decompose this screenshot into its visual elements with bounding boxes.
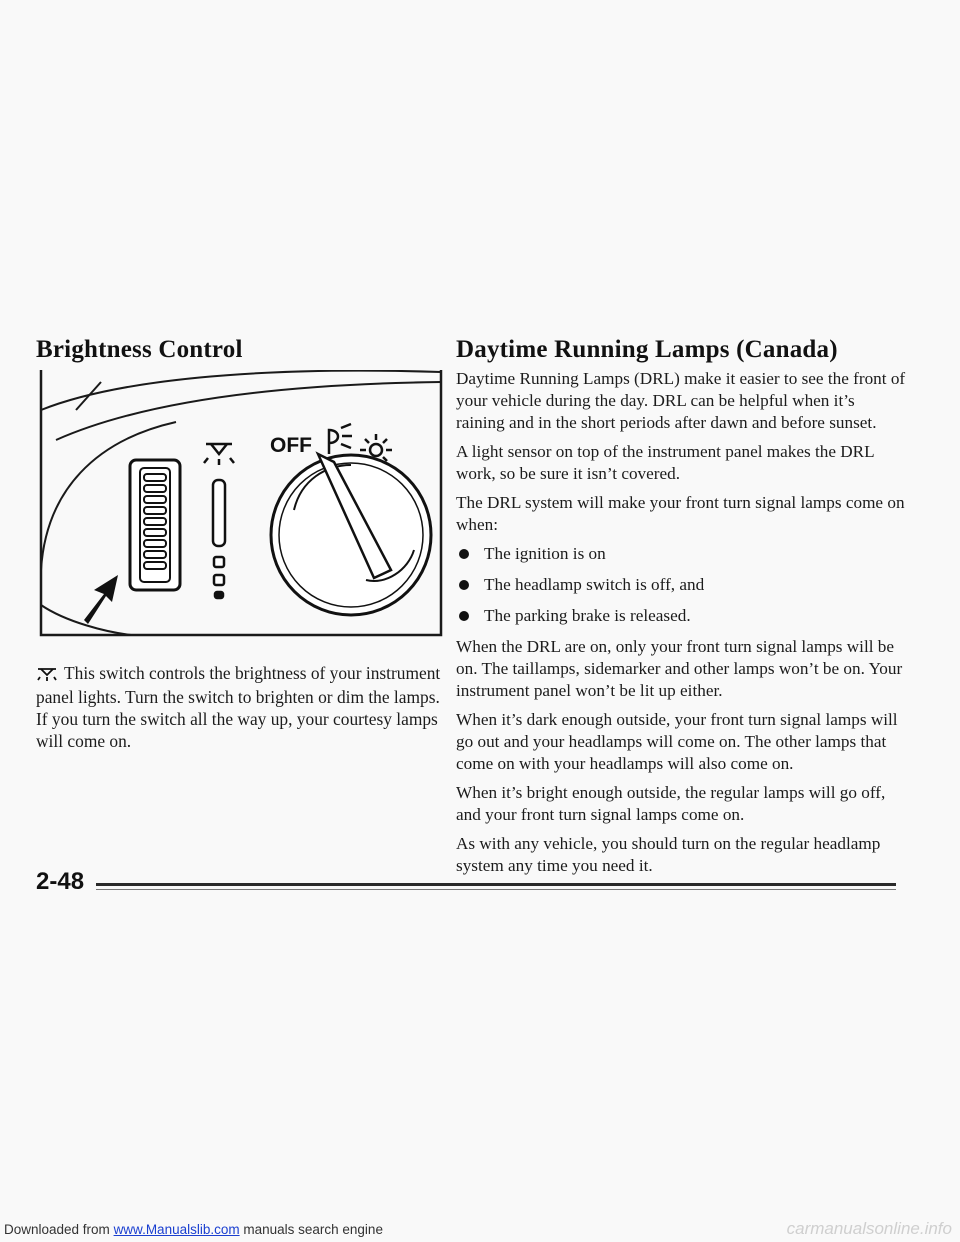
list-item — [456, 574, 906, 596]
dome-lamp-symbol — [204, 444, 234, 465]
bullet-icon — [459, 580, 469, 590]
drl-paragraph: As with any vehicle, you should turn on the regular headlamp system any time you need it. — [456, 834, 881, 875]
drl-heading: Daytime Running Lamps (Canada) — [456, 336, 838, 363]
headlamp-knob — [271, 454, 431, 615]
brightness-caption-paragraph — [36, 662, 446, 752]
indicator-slots — [213, 480, 225, 598]
bullet-icon — [459, 611, 469, 621]
drl-conditions-list — [456, 543, 906, 627]
list-item — [456, 543, 906, 565]
download-banner — [4, 1222, 383, 1237]
thumbwheel-dimmer — [130, 460, 180, 590]
site-watermark: carmanualsonline.info — [786, 1219, 952, 1238]
drl-body — [456, 368, 906, 884]
bullet-icon — [459, 549, 469, 559]
dome-lamp-icon — [36, 664, 58, 686]
banner-prefix: Downloaded from — [4, 1222, 114, 1237]
footer-divider — [96, 883, 896, 886]
manualslib-link[interactable]: www.Manualslib.com — [113, 1222, 240, 1237]
list-item-text: The headlamp switch is off, and — [484, 575, 705, 594]
drl-paragraph: The DRL system will make your front turn signal lamps come on when: — [456, 493, 905, 534]
parking-lamp-symbol — [329, 424, 352, 454]
drl-paragraph: When it’s dark enough outside, your front turn signal lamps will go out and your headlamps will come on. The other lamps that come on with your headlamps will also come on. — [456, 710, 898, 773]
list-item-text: The parking brake is released. — [484, 606, 691, 625]
drl-paragraph: A light sensor on top of the instrument panel makes the DRL work, so be sure it isn’t covered. — [456, 442, 875, 483]
drl-paragraph: When the DRL are on, only your front turn signal lamps will be on. The taillamps, sidemarker and other lamps won’t be on. Your instrument panel won’t be lit up either. — [456, 637, 903, 700]
brightness-switch-illustration — [36, 370, 446, 640]
brightness-caption-text: This switch controls the brightness of your instrument panel lights. Turn the switch to brighten or dim the lamps. If you turn the switch all the way up, your courtesy lamps will come on. — [36, 663, 441, 751]
brightness-control-heading: Brightness Control — [36, 336, 243, 363]
pointer-arrow — [84, 575, 118, 624]
page-number: 2-48 — [36, 868, 85, 895]
banner-suffix: manuals search engine — [239, 1222, 383, 1237]
footer-divider-thin — [96, 889, 896, 890]
dashboard-switch-drawing — [36, 370, 446, 640]
list-item-text: The ignition is on — [484, 544, 606, 563]
drl-paragraph: When it’s bright enough outside, the regular lamps will go off, and your front turn signal lamps come on. — [456, 783, 886, 824]
list-item — [456, 605, 906, 627]
off-label: OFF — [270, 434, 312, 457]
drl-paragraph: Daytime Running Lamps (DRL) make it easier to see the front of your vehicle during the day. DRL can be helpful when it’s raining and in the short periods after dawn and before sunset. — [456, 369, 906, 432]
